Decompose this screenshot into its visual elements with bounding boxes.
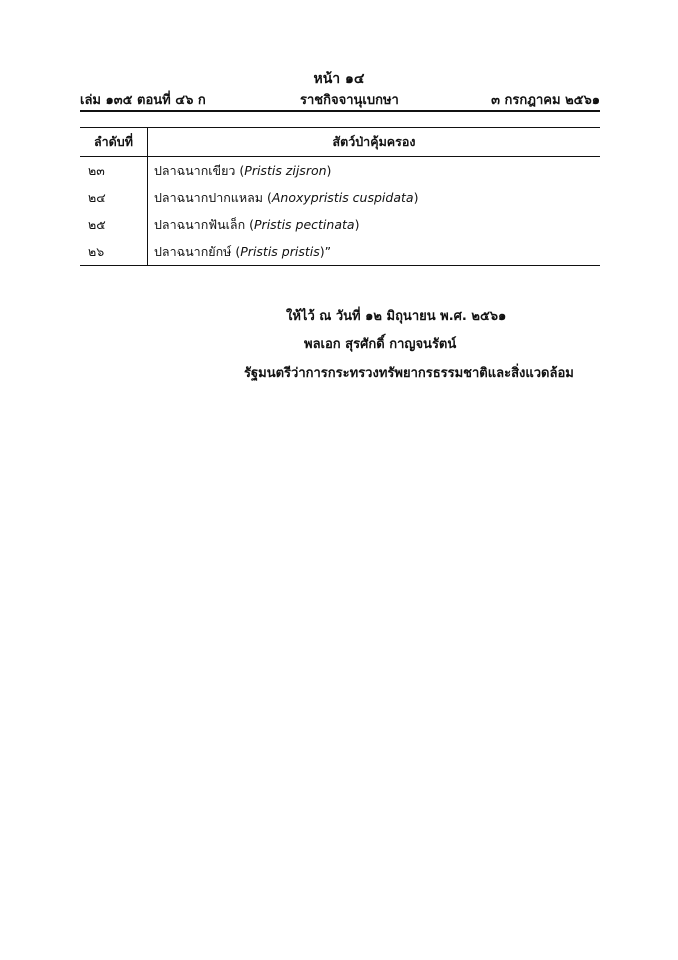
signatory-position: รัฐมนตรีว่าการกระทรวงทรัพยากรธรรมชาติและสิ่งแวดล้อม xyxy=(244,366,574,381)
table-row xyxy=(80,184,600,211)
paren-close: ) xyxy=(413,189,419,205)
paren-close: ) xyxy=(326,162,332,178)
species-scientific-name: Pristis zijsron xyxy=(244,162,327,178)
species-scientific-name: Pristis pectinata xyxy=(254,216,355,232)
species-thai-name: ปลาฉนากเขียว xyxy=(154,162,236,178)
species-thai-name: ปลาฉนากฟันเล็ก xyxy=(154,216,246,232)
publication-date: ๓ กรกฎาคม ๒๕๖๑ xyxy=(491,93,600,108)
row-order: ๒๔ xyxy=(80,184,148,211)
species-thai-name: ปลาฉนากปากแหลม xyxy=(154,189,263,205)
protected-species-table xyxy=(80,127,600,266)
publication-title: ราชกิจจานุเบกษา xyxy=(300,93,399,108)
species-thai-name: ปลาฉนากยักษ์ xyxy=(154,243,232,259)
given-date: ให้ไว้ ณ วันที่ ๑๒ มิถุนายน พ.ศ. ๒๕๖๑ xyxy=(286,309,507,324)
column-header-species: สัตว์ป่าคุ้มครอง xyxy=(148,128,601,157)
paren-open: ( xyxy=(262,189,272,205)
table-row xyxy=(80,211,600,238)
species-scientific-name: Anoxypristis cuspidata xyxy=(271,189,414,205)
gazette-header xyxy=(80,89,600,109)
table-row xyxy=(80,238,600,266)
paren-open: ( xyxy=(235,162,245,178)
row-species xyxy=(148,238,601,266)
volume-issue: เล่ม ๑๓๕ ตอนที่ ๔๖ ก xyxy=(80,93,206,108)
row-species xyxy=(148,184,601,211)
row-order: ๒๓ xyxy=(80,157,148,185)
table-row xyxy=(80,157,600,185)
header-divider xyxy=(80,110,600,112)
signatory-name: พลเอก สุรศักดิ์ กาญจนรัตน์ xyxy=(304,337,457,352)
row-species xyxy=(148,211,601,238)
row-order: ๒๖ xyxy=(80,238,148,266)
page-number: หน้า ๑๔ xyxy=(313,71,365,87)
paren-open: ( xyxy=(245,216,255,232)
paren-open: ( xyxy=(231,243,241,259)
row-species xyxy=(148,157,601,185)
row-order: ๒๕ xyxy=(80,211,148,238)
table-header-row xyxy=(80,128,600,157)
species-scientific-name: Pristis pristis xyxy=(240,243,320,259)
paren-close: ) xyxy=(354,216,360,232)
column-header-order: ลำดับที่ xyxy=(80,128,148,157)
paren-close: )” xyxy=(319,243,332,259)
